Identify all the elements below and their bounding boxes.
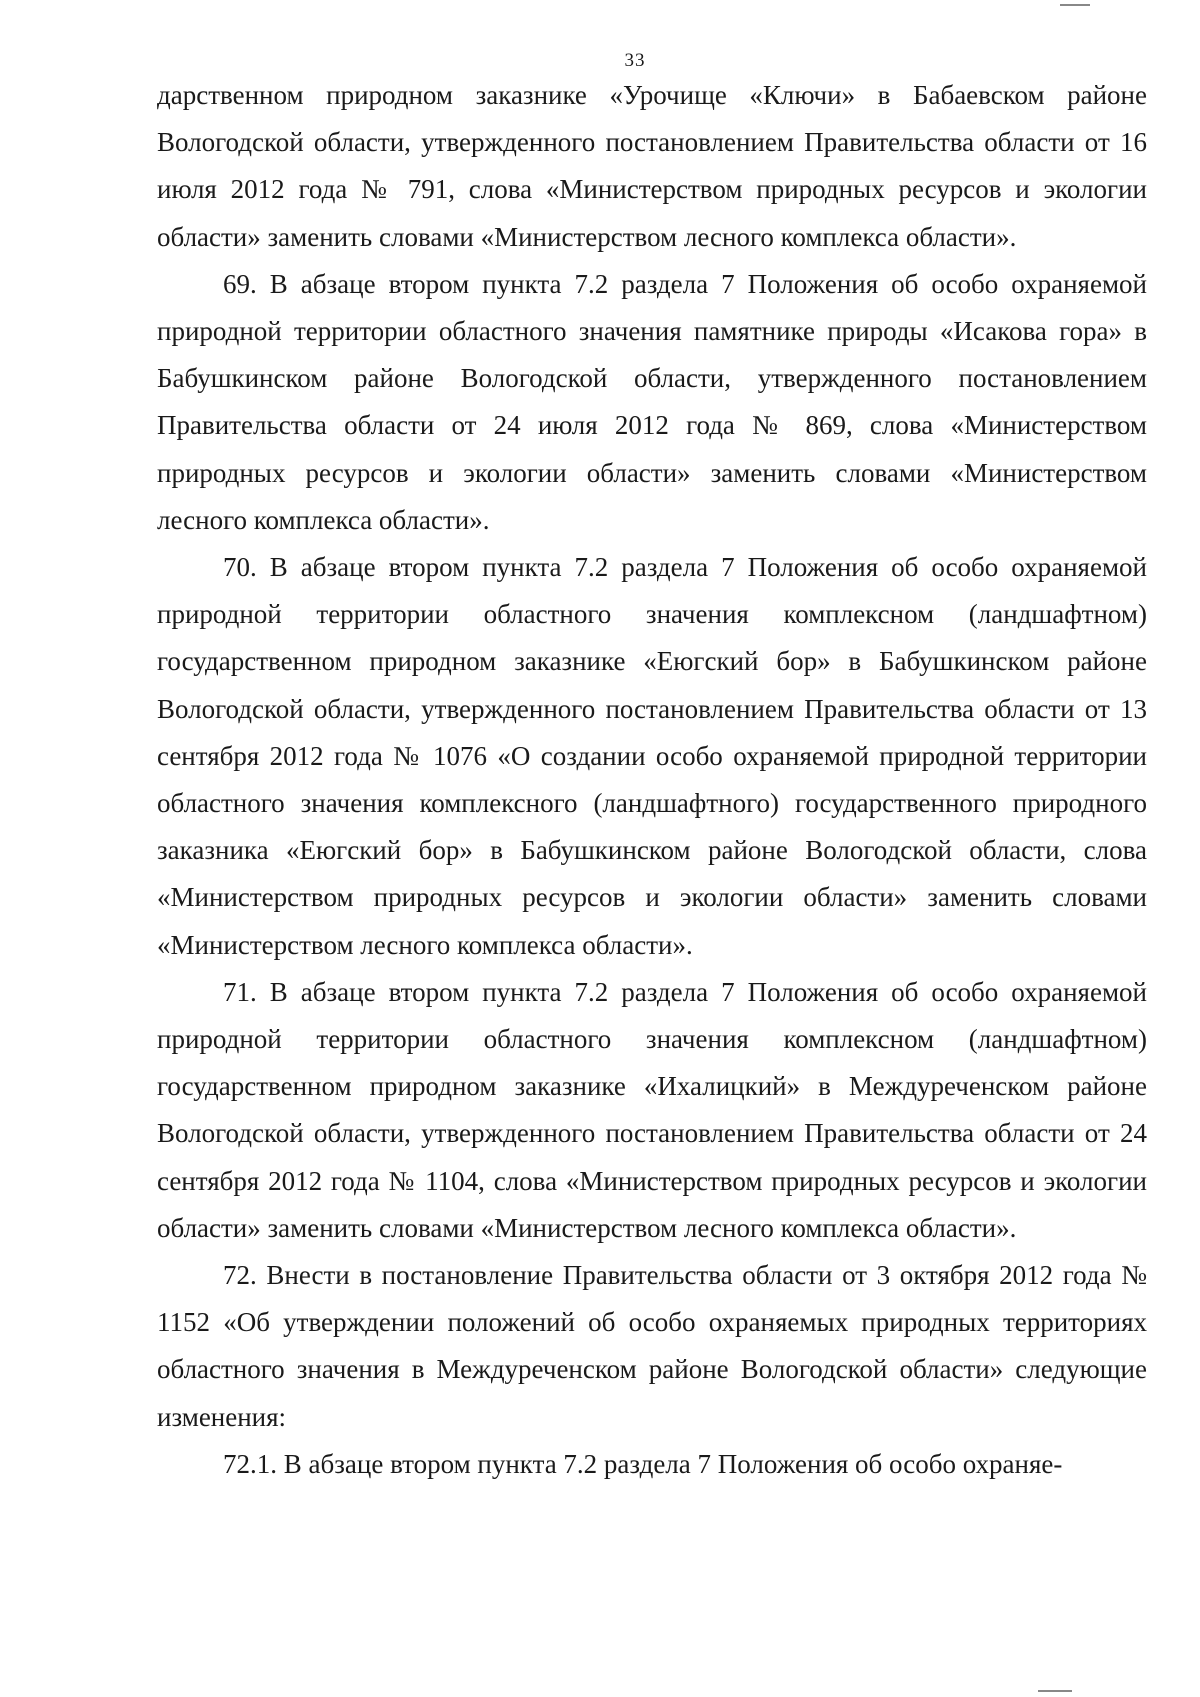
paragraph-item-71: 71. В абзаце втором пункта 7.2 раздела 7 Положения об особо охраняемой природной территории областного значения комплексном (ландшафтном) государственном природном заказнике «Ихалицкий» в Междуреченском районе Вологодской области, утвержденного постановлением Правительства области от 24 сентября 2012 года № 1104, слова «Министерством природных ресурсов и экологии области» заменить словами «Министерством лесного комплекса области». bbox=[157, 976, 1147, 1243]
document-body bbox=[157, 72, 1147, 1488]
paragraph-item-70: 70. В абзаце втором пункта 7.2 раздела 7 Положения об особо охраняемой природной территории областного значения комплексном (ландшафтном) государственном природном заказнике «Еюгский бор» в Бабушкинском районе Вологодской области, утвержденного постановлением Правительства области от 13 сентября 2012 года № 1076 «О создании особо охраняемой природной территории областного значения комплексного (ландшафтного) государственного природного заказника «Еюгский бор» в Бабушкинском районе Вологодской области, слова «Министерством природных ресурсов и экологии области» заменить словами «Министерством лесного комплекса области». bbox=[157, 552, 1147, 960]
paragraph-item-72: 72. Внести в постановление Правительства области от 3 октября 2012 года № 1152 «Об утверждении положений об особо охраняемых природных территориях областного значения в Междуреченском районе Вологодской области» следующие изменения: bbox=[157, 1260, 1147, 1432]
paragraph-item-72-1: 72.1. В абзаце втором пункта 7.2 раздела 7 Положения об особо охраняе- bbox=[223, 1448, 1063, 1479]
paragraph-item-69: 69. В абзаце втором пункта 7.2 раздела 7 Положения об особо охраняемой природной территории областного значения памятнике природы «Исакова гора» в Бабушкинском районе Вологодской области, утвержденного постановлением Правительства области от 24 июля 2012 года № 869, слова «Министерством природных ресурсов и экологии области» заменить словами «Министерством лесного комплекса области». bbox=[157, 268, 1147, 535]
paragraph-continuation: дарственном природном заказнике «Урочище «Ключи» в Бабаевском районе Вологодской области, утвержденного постановлением Правительства области от 16 июля 2012 года № 791, слова «Министерством природных ресурсов и экологии области» заменить словами «Министерством лесного комплекса области». bbox=[157, 80, 1147, 252]
page-number: 33 bbox=[624, 50, 646, 71]
scan-artifact-mark bbox=[1038, 1690, 1072, 1692]
scan-artifact-mark bbox=[1060, 4, 1090, 6]
